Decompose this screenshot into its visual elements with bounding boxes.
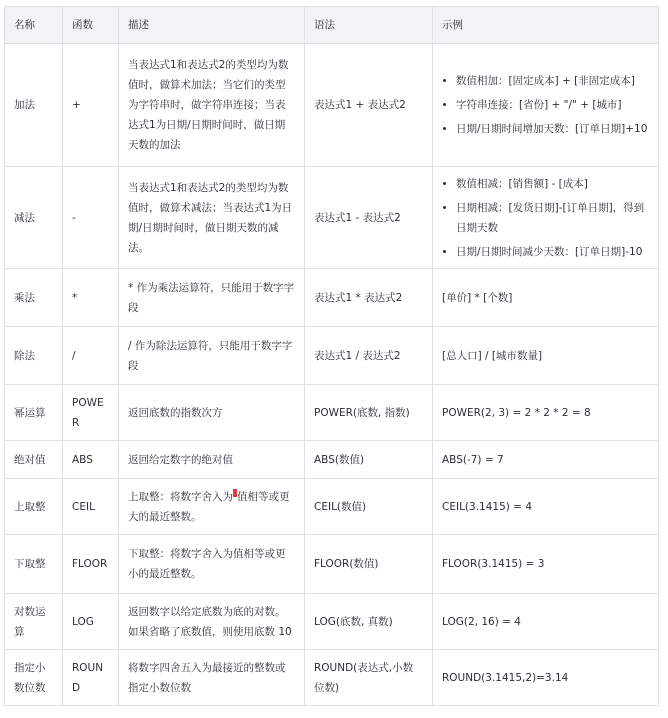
column-header-function: 函数 <box>63 7 119 44</box>
cell-name: 加法 <box>5 44 63 167</box>
cell-syntax: CEIL(数值) <box>305 479 433 535</box>
cell-function: + <box>63 44 119 167</box>
cell-function: / <box>63 327 119 385</box>
cell-description: 返回给定数字的绝对值 <box>119 441 305 479</box>
cell-syntax: ABS(数值) <box>305 441 433 479</box>
cell-description: 当表达式1和表达式2的类型均为数值时，做算术减法；当表达式1为日期/日期时间时，做日期天数的减法。 <box>119 167 305 269</box>
list-item: • 字符串连接：[省份] + "/" + [城市] <box>456 95 649 115</box>
cell-example: [总人口] / [城市数量] <box>433 327 659 385</box>
table-row <box>5 167 659 269</box>
description-text: 值相等或更大的最近整数。 <box>128 490 290 523</box>
cell-function: POWER <box>63 385 119 441</box>
column-header-name: 名称 <box>5 7 63 44</box>
cell-syntax: LOG(底数, 真数) <box>305 594 433 650</box>
cell-description <box>119 479 305 535</box>
cell-syntax: 表达式1 + 表达式2 <box>305 44 433 167</box>
description-text: 上取整：将数字舍入为 <box>128 490 233 503</box>
cell-syntax: 表达式1 / 表达式2 <box>305 327 433 385</box>
table-row <box>5 594 659 650</box>
list-item: • 日期/日期时间增加天数：[订单日期]+10 <box>456 119 649 139</box>
table-header-row <box>5 7 659 44</box>
list-item: • 日期相减：[发货日期]-[订单日期]，得到日期天数 <box>456 198 649 238</box>
table-row <box>5 327 659 385</box>
cell-syntax: 表达式1 * 表达式2 <box>305 269 433 327</box>
cell-function: * <box>63 269 119 327</box>
cell-name: 除法 <box>5 327 63 385</box>
cell-description: 将数字四舍五入为最接近的整数或指定小数位数 <box>119 650 305 706</box>
cell-example: CEIL(3.1415) = 4 <box>433 479 659 535</box>
cell-example: ROUND(3.1415,2)=3.14 <box>433 650 659 706</box>
cell-name: 指定小数位数 <box>5 650 63 706</box>
cell-name: 绝对值 <box>5 441 63 479</box>
cell-function: - <box>63 167 119 269</box>
cell-example: LOG(2, 16) = 4 <box>433 594 659 650</box>
table-row <box>5 441 659 479</box>
cell-function: FLOOR <box>63 535 119 594</box>
cell-description: 下取整：将数字舍入为值相等或更小的最近整数。 <box>119 535 305 594</box>
cell-function: ABS <box>63 441 119 479</box>
list-item: • 日期/日期时间减少天数：[订单日期]-10 <box>456 242 649 262</box>
table-row <box>5 650 659 706</box>
cell-description: 当表达式1和表达式2的类型均为数值时，做算术加法；当它们的类型为字符串时，做字符串连接；当表达式1为日期/日期时间时，做日期天数的加法 <box>119 44 305 167</box>
column-header-syntax: 语法 <box>305 7 433 44</box>
column-header-description: 描述 <box>119 7 305 44</box>
cell-function: LOG <box>63 594 119 650</box>
table-row <box>5 535 659 594</box>
table-row <box>5 269 659 327</box>
cell-name: 下取整 <box>5 535 63 594</box>
cell-syntax: 表达式1 - 表达式2 <box>305 167 433 269</box>
cell-description: * 作为乘法运算符，只能用于数字字段 <box>119 269 305 327</box>
cell-example: [单价] * [个数] <box>433 269 659 327</box>
cell-example: FLOOR(3.1415) = 3 <box>433 535 659 594</box>
cell-description: 返回底数的指数次方 <box>119 385 305 441</box>
cell-example: POWER(2, 3) = 2 * 2 * 2 = 8 <box>433 385 659 441</box>
cell-syntax: POWER(底数, 指数) <box>305 385 433 441</box>
cell-function: CEIL <box>63 479 119 535</box>
cell-example: ABS(-7) = 7 <box>433 441 659 479</box>
table-row <box>5 479 659 535</box>
cell-syntax: FLOOR(数值) <box>305 535 433 594</box>
list-item: • 数值相减：[销售额] - [成本] <box>456 174 649 194</box>
cell-name: 乘法 <box>5 269 63 327</box>
cell-syntax: ROUND(表达式,小数位数) <box>305 650 433 706</box>
cell-name: 上取整 <box>5 479 63 535</box>
operator-table <box>4 6 659 706</box>
cell-name: 减法 <box>5 167 63 269</box>
cell-name: 对数运算 <box>5 594 63 650</box>
cell-function: ROUND <box>63 650 119 706</box>
cell-example <box>433 167 659 269</box>
table-row <box>5 44 659 167</box>
table-row <box>5 385 659 441</box>
cell-description: 返回数字以给定底数为底的对数。如果省略了底数值，则使用底数 10 <box>119 594 305 650</box>
list-item: • 数值相加：[固定成本] + [非固定成本] <box>456 71 649 91</box>
example-list <box>442 71 649 139</box>
cell-name: 幂运算 <box>5 385 63 441</box>
column-header-example: 示例 <box>433 7 659 44</box>
cell-example <box>433 44 659 167</box>
example-list <box>442 174 649 262</box>
cell-description: / 作为除法运算符，只能用于数字字段 <box>119 327 305 385</box>
